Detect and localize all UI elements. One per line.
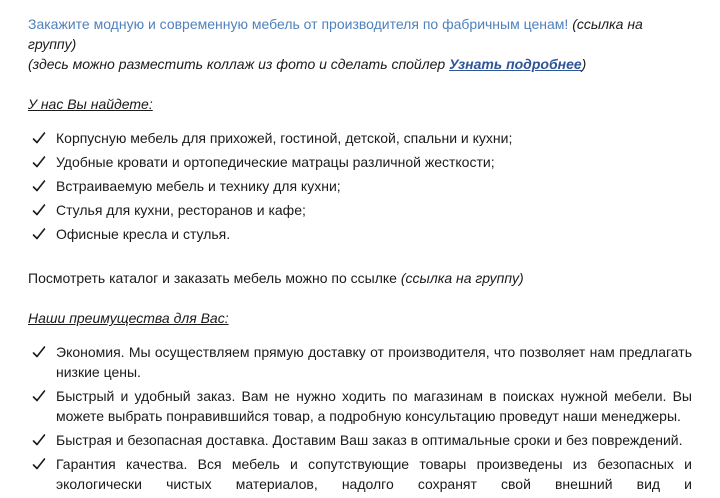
checkmark-icon: [32, 430, 48, 450]
offer-item: [28, 128, 692, 148]
checkmark-icon: [32, 342, 48, 362]
offer-list: [28, 128, 692, 244]
collage-note: [28, 54, 692, 74]
advantage-item-text: Гарантия качества. Вся мебель и сопутствующие товары произведены из безопасных и экологически чистых материалов, надолго сохранят свой внешний вид и: [56, 456, 692, 492]
catalog-paragraph: [28, 268, 692, 288]
offer-item-text: Стулья для кухни, ресторанов и кафе;: [56, 202, 306, 218]
advantage-item: [28, 342, 692, 382]
collage-note-start: (здесь можно разместить коллаж из фото и сделать спойлер: [28, 56, 446, 72]
advantage-item-text: Быстрый и удобный заказ. Вам не нужно ходить по магазинам в поисках нужной мебели. Вы можете выбрать понравившийся товар, а подробную консультацию проведут наши менеджеры.: [56, 388, 692, 424]
checkmark-icon: [32, 128, 48, 148]
headline-text: Закажите модную и современную мебель от производителя по фабричным ценам!: [28, 16, 569, 32]
checkmark-icon: [32, 386, 48, 406]
offer-item: [28, 200, 692, 220]
offer-item: [28, 176, 692, 196]
offer-item: [28, 152, 692, 172]
advantages-list: [28, 342, 692, 494]
collage-note-end: ): [581, 56, 587, 72]
offer-item-text: Корпусную мебель для прихожей, гостиной, детской, спальни и кухни;: [56, 130, 513, 146]
checkmark-icon: [32, 152, 48, 172]
checkmark-icon: [32, 200, 48, 220]
advantage-item-text: Экономия. Мы осуществляем прямую доставку от производителя, что позволяет нам предлагать низкие цены.: [56, 344, 692, 380]
advantage-item-text: Быстрая и безопасная доставка. Доставим Ваш заказ в оптимальные сроки и без повреждений.: [56, 432, 683, 448]
catalog-text: Посмотреть каталог и заказать мебель можно по ссылке: [28, 270, 397, 286]
checkmark-icon: [32, 176, 48, 196]
catalog-note: (ссылка на группу): [400, 270, 524, 286]
advantage-item: [28, 430, 692, 450]
offer-item-text: Удобные кровати и ортопедические матрацы различной жесткости;: [56, 154, 495, 170]
checkmark-icon: [32, 454, 48, 474]
offer-item-text: Встраиваемую мебель и технику для кухни;: [56, 178, 341, 194]
headline-note: (ссылка на группу): [28, 16, 643, 52]
advantage-item: [28, 454, 692, 494]
offer-item-text: Офисные кресла и стулья.: [56, 226, 231, 242]
advantages-title: Наши преимущества для Вас:: [28, 310, 229, 326]
checkmark-icon: [32, 224, 48, 244]
advantage-item: [28, 386, 692, 426]
offer-item: [28, 224, 692, 244]
learn-more-link[interactable]: Узнать подробнее: [449, 56, 582, 72]
intro-paragraph: [28, 14, 692, 54]
document-page: [28, 14, 692, 498]
offer-title: У нас Вы найдете:: [28, 96, 153, 112]
